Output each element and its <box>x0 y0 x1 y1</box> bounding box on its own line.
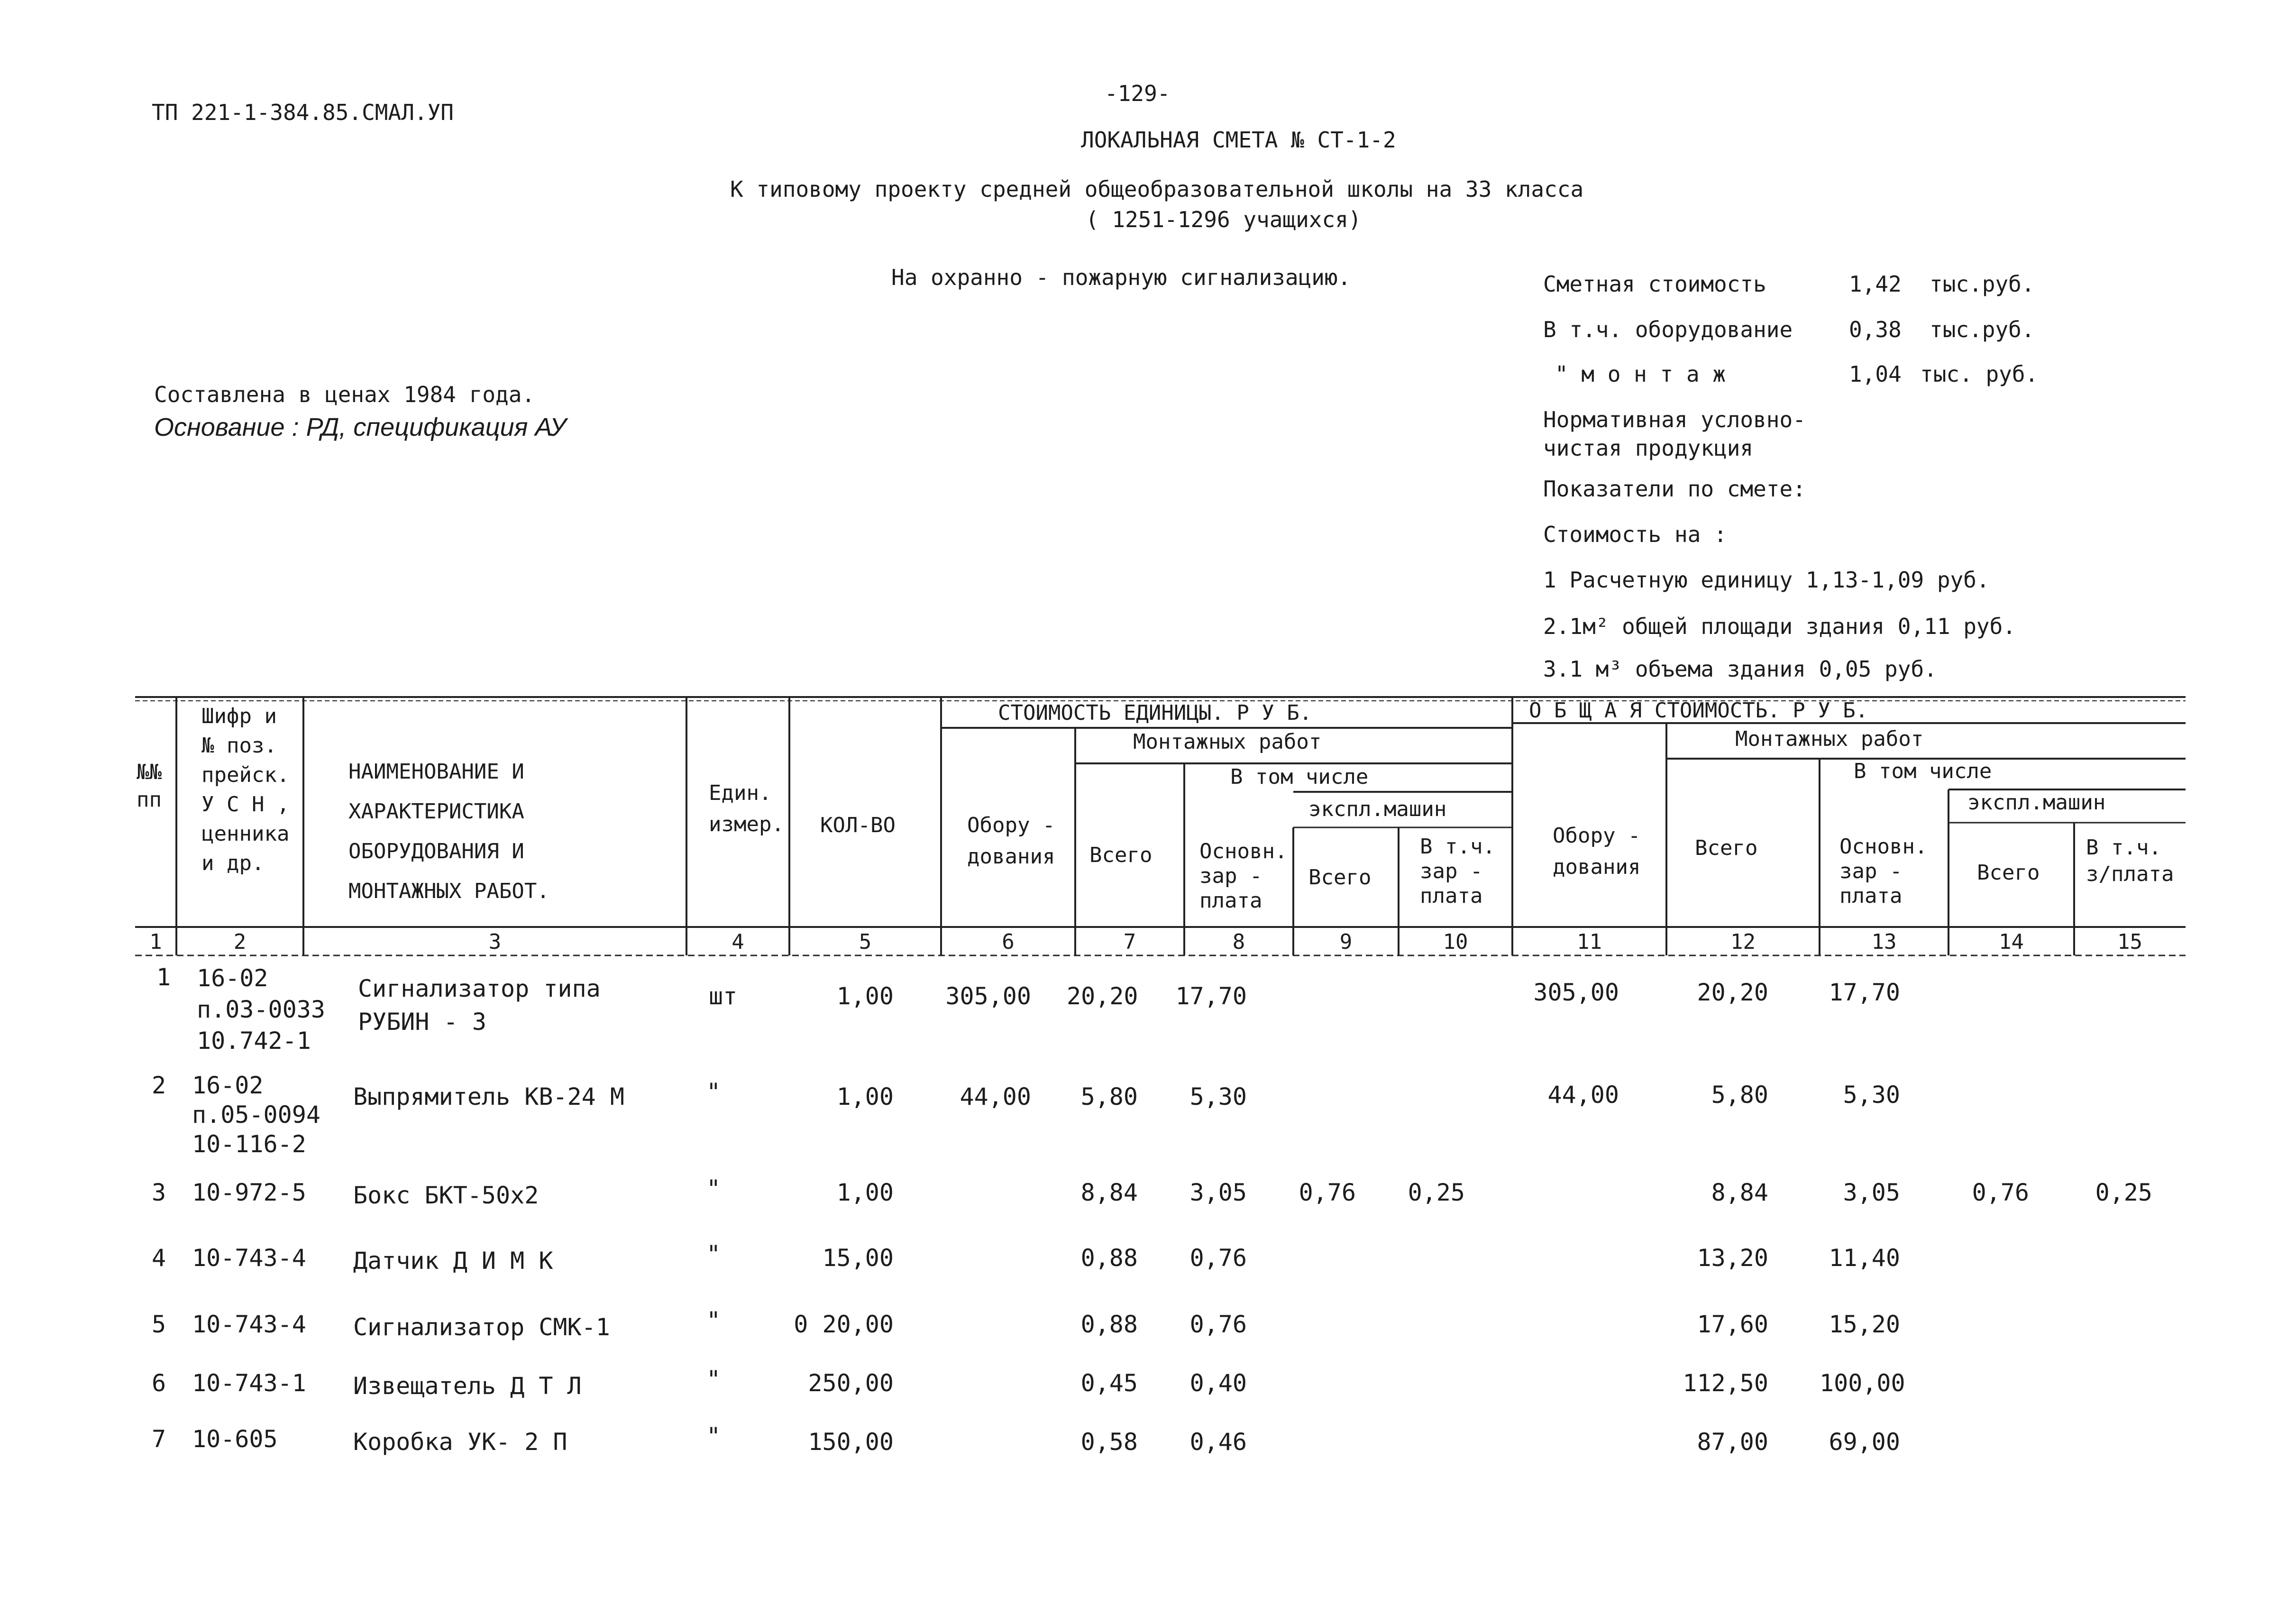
row1-code <box>197 963 325 1056</box>
summary-cost-per: Стоимость на : <box>1543 522 1727 547</box>
col-number-15: 15 <box>2117 930 2142 954</box>
row1-code-line: 10.742-1 <box>197 1027 311 1055</box>
row5-unit: " <box>706 1307 721 1334</box>
summary-norm-line1: Нормативная условно- <box>1543 407 1806 432</box>
row1-c11: 305,00 <box>1533 979 1619 1006</box>
row2-qty: 1,00 <box>836 1083 894 1110</box>
header-incl: В том числе <box>1230 765 1369 789</box>
summary-mount-unit: тыс. руб. <box>1920 361 2039 387</box>
header-col-8-line: зар - <box>1199 864 1262 888</box>
header-col-1 <box>137 759 162 814</box>
summary-cost-unit: тыс.руб. <box>1930 271 2035 297</box>
row4-qty: 15,00 <box>822 1244 894 1272</box>
header-col-7: Всего <box>1089 843 1153 867</box>
row6-c12: 112,50 <box>1683 1369 1768 1397</box>
row7-c12: 87,00 <box>1697 1428 1768 1456</box>
header-col-3-line: ХАРАКТЕРИСТИКА <box>348 799 524 824</box>
header-col-8 <box>1199 839 1287 913</box>
row7-c7: 0,58 <box>1080 1428 1138 1456</box>
col-number-9: 9 <box>1339 930 1353 954</box>
header-col-5: КОЛ-ВО <box>820 813 896 837</box>
row6-c13: 100,00 <box>1820 1369 1905 1397</box>
row1-c12: 20,20 <box>1697 979 1768 1006</box>
header-col-6-line: дования <box>967 844 1055 869</box>
summary-equip-label: В т.ч. оборудование <box>1543 317 1793 342</box>
header-col-2-line: и др. <box>201 851 265 875</box>
header-col-2-line: У С Н , <box>201 792 290 817</box>
row6-qty: 250,00 <box>808 1369 894 1397</box>
header-col-10-line: В т.ч. <box>1420 835 1495 859</box>
row7-name: Коробка УК- 2 П <box>353 1428 567 1456</box>
subtitle-line-1: К типовому проекту средней общеобразовательной школы на 33 класса <box>730 176 1584 202</box>
row1-c13: 17,70 <box>1829 979 1900 1006</box>
row2-code-line: п.05-0094 <box>192 1101 320 1129</box>
header-col-8-line: Основн. <box>1199 839 1288 863</box>
header-col-2-line: прейск. <box>201 763 290 787</box>
row4-code: 10-743-4 <box>192 1244 306 1272</box>
header-total-cost-group: О Б Щ А Я СТОИМОСТЬ. Р У Б. <box>1529 698 1868 723</box>
summary-mount-value: 1,04 <box>1849 361 1902 387</box>
row3-c8: 3,05 <box>1189 1179 1247 1206</box>
header-col-10 <box>1420 835 1495 908</box>
row6-code: 10-743-1 <box>192 1369 306 1397</box>
row5-c8: 0,76 <box>1189 1311 1247 1338</box>
row3-unit: " <box>706 1175 721 1202</box>
row2-code <box>192 1071 320 1159</box>
header-col-1-line: №№ <box>137 760 162 784</box>
row6-name: Извещатель Д Т Л <box>353 1372 582 1400</box>
row1-qty: 1,00 <box>836 982 894 1010</box>
row3-c13: 3,05 <box>1843 1179 1900 1206</box>
row3-c7: 8,84 <box>1080 1179 1138 1206</box>
row1-code-line: 16-02 <box>197 964 268 992</box>
row7-c8: 0,46 <box>1189 1428 1247 1456</box>
row6-unit: " <box>706 1366 721 1393</box>
row7-qty: 150,00 <box>808 1428 894 1456</box>
row5-qty: 0 20,00 <box>794 1311 894 1338</box>
header-mount-works: Монтажных работ <box>1133 730 1322 754</box>
summary-unit-1: 1 Расчетную единицу 1,13-1,09 руб. <box>1543 567 1990 593</box>
header-col-15-line: з/плата <box>2086 862 2174 886</box>
basis-handwritten: Основание : РД, спецификация АУ <box>154 413 567 441</box>
header-col-10-line: плата <box>1420 884 1483 908</box>
header-col-13 <box>1839 835 1927 908</box>
row2-c12: 5,80 <box>1711 1081 1768 1109</box>
row5-num: 5 <box>152 1311 166 1338</box>
col-number-14: 14 <box>1999 930 2024 954</box>
row5-c13: 15,20 <box>1829 1311 1900 1338</box>
header-col-4 <box>709 778 784 840</box>
header-col-2-line: № поз. <box>201 734 277 758</box>
header-col-6-line: Обору - <box>967 813 1055 837</box>
row4-num: 4 <box>152 1244 166 1272</box>
col-number-5: 5 <box>859 930 872 954</box>
row6-num: 6 <box>152 1369 166 1397</box>
header-col-10-line: зар - <box>1420 859 1483 883</box>
row2-code-line: 10-116-2 <box>192 1130 306 1158</box>
row2-unit: " <box>706 1078 721 1106</box>
header-mount-works-2: Монтажных работ <box>1735 727 1924 751</box>
summary-norm-line2: чистая продукция <box>1543 435 1754 461</box>
header-col-15-line: В т.ч. <box>2086 835 2161 860</box>
header-col-4-line: Един. <box>709 781 772 805</box>
purpose-line: На охранно - пожарную сигнализацию. <box>891 265 1351 290</box>
header-col-1-line: пп <box>137 788 162 812</box>
col-number-10: 10 <box>1443 930 1468 954</box>
row4-c8: 0,76 <box>1189 1244 1247 1272</box>
row5-c12: 17,60 <box>1697 1311 1768 1338</box>
row5-c7: 0,88 <box>1080 1311 1138 1338</box>
header-col-15 <box>2086 835 2174 888</box>
row1-name-line: Сигнализатор типа <box>358 975 601 1002</box>
row2-c13: 5,30 <box>1843 1081 1900 1109</box>
header-col-11 <box>1553 820 1640 883</box>
summary-unit-2: 2.1м² общей площади здания 0,11 руб. <box>1543 614 2016 639</box>
document-code: ТП 221-1-384.85.СМАЛ.УП <box>152 100 454 125</box>
col-number-6: 6 <box>1002 930 1015 954</box>
summary-cost-label: Сметная стоимость <box>1543 271 1766 297</box>
row2-code-line: 16-02 <box>192 1072 264 1099</box>
header-col-14: Всего <box>1977 861 2040 885</box>
summary-cost-value: 1,42 <box>1849 271 1902 297</box>
header-expl: экспл.машин <box>1308 797 1447 821</box>
header-col-2 <box>201 702 289 878</box>
header-col-3 <box>348 752 549 911</box>
header-col-8-line: плата <box>1199 889 1262 913</box>
row3-c14: 0,76 <box>1972 1179 2029 1206</box>
row7-num: 7 <box>152 1425 166 1453</box>
row2-num: 2 <box>152 1072 166 1099</box>
row4-c12: 13,20 <box>1697 1244 1768 1272</box>
row3-c12: 8,84 <box>1711 1179 1768 1206</box>
row6-c7: 0,45 <box>1080 1369 1138 1397</box>
summary-indicators: Показатели по смете: <box>1543 476 1806 502</box>
header-incl-2: В том числе <box>1854 759 1992 783</box>
row7-code: 10-605 <box>192 1425 278 1453</box>
row3-qty: 1,00 <box>836 1179 894 1206</box>
row3-num: 3 <box>152 1179 166 1206</box>
row4-unit: " <box>706 1240 721 1268</box>
header-col-11-line: дования <box>1553 855 1641 879</box>
col-number-4: 4 <box>732 930 744 954</box>
row1-c7: 20,20 <box>1067 982 1138 1010</box>
row2-name: Выпрямитель КВ-24 М <box>353 1083 624 1110</box>
header-col-2-line: ценника <box>201 822 290 846</box>
header-col-4-line: измер. <box>709 812 784 836</box>
row3-c10: 0,25 <box>1408 1179 1465 1206</box>
row1-name-line: РУБИН - 3 <box>358 1008 486 1036</box>
row4-c13: 11,40 <box>1829 1244 1900 1272</box>
header-col-9: Всего <box>1308 865 1372 890</box>
row1-name <box>358 972 601 1038</box>
row2-c7: 5,80 <box>1080 1083 1138 1110</box>
header-col-3-line: НАИМЕНОВАНИЕ И <box>348 760 524 784</box>
row4-c7: 0,88 <box>1080 1244 1138 1272</box>
col-number-3: 3 <box>488 930 502 954</box>
summary-mount-label: " м о н т а ж <box>1555 361 1726 387</box>
header-col-11-line: Обору - <box>1553 824 1641 848</box>
row1-code-line: п.03-0033 <box>197 996 325 1023</box>
row1-num: 1 <box>156 963 171 991</box>
col-number-8: 8 <box>1232 930 1245 954</box>
row3-name: Бокс БКТ-50х2 <box>353 1182 539 1209</box>
subtitle-line-2: ( 1251-1296 учащихся) <box>1086 207 1362 232</box>
col-number-12: 12 <box>1730 930 1756 954</box>
row2-c8: 5,30 <box>1189 1083 1247 1110</box>
summary-unit-3: 3.1 м³ объема здания 0,05 руб. <box>1543 656 1937 682</box>
row7-unit: " <box>706 1422 721 1450</box>
row2-c11: 44,00 <box>1547 1081 1619 1109</box>
col-number-7: 7 <box>1123 930 1136 954</box>
col-number-13: 13 <box>1871 930 1897 954</box>
row3-c15: 0,25 <box>2095 1179 2152 1206</box>
summary-equip-value: 0,38 <box>1849 317 1902 342</box>
col-number-11: 11 <box>1577 930 1602 954</box>
row5-name: Сигнализатор СМК-1 <box>353 1313 610 1341</box>
header-col-13-line: плата <box>1839 884 1903 908</box>
col-number-2: 2 <box>233 930 247 954</box>
header-col-13-line: Основн. <box>1839 835 1928 859</box>
header-col-6 <box>967 810 1055 872</box>
row1-unit: шт <box>709 982 738 1010</box>
page-title: ЛОКАЛЬНАЯ СМЕТА № СТ-1-2 <box>1081 127 1396 153</box>
header-col-2-line: Шифр и <box>201 704 277 728</box>
row7-c13: 69,00 <box>1829 1428 1900 1456</box>
header-expl-2: экспл.машин <box>1967 790 2106 815</box>
prices-note: Составлена в ценах 1984 года. <box>154 382 535 407</box>
row2-c6: 44,00 <box>960 1083 1031 1110</box>
row1-c8: 17,70 <box>1175 982 1247 1010</box>
row4-name: Датчик Д И М К <box>353 1247 553 1275</box>
header-col-3-line: МОНТАЖНЫХ РАБОТ. <box>348 879 549 903</box>
header-unit-cost-group: СТОИМОСТЬ ЕДИНИЦЫ. Р У Б. <box>998 701 1312 725</box>
page-number: -129- <box>1105 81 1171 106</box>
row5-code: 10-743-4 <box>192 1311 306 1338</box>
row6-c8: 0,40 <box>1189 1369 1247 1397</box>
row3-code: 10-972-5 <box>192 1179 306 1206</box>
row3-c9: 0,76 <box>1299 1179 1356 1206</box>
summary-equip-unit: тыс.руб. <box>1930 317 2035 342</box>
col-number-1: 1 <box>149 930 162 954</box>
row1-c6: 305,00 <box>945 982 1031 1010</box>
header-col-13-line: зар - <box>1839 859 1903 883</box>
header-col-12: Всего <box>1695 836 1758 860</box>
header-col-3-line: ОБОРУДОВАНИЯ И <box>348 839 524 863</box>
